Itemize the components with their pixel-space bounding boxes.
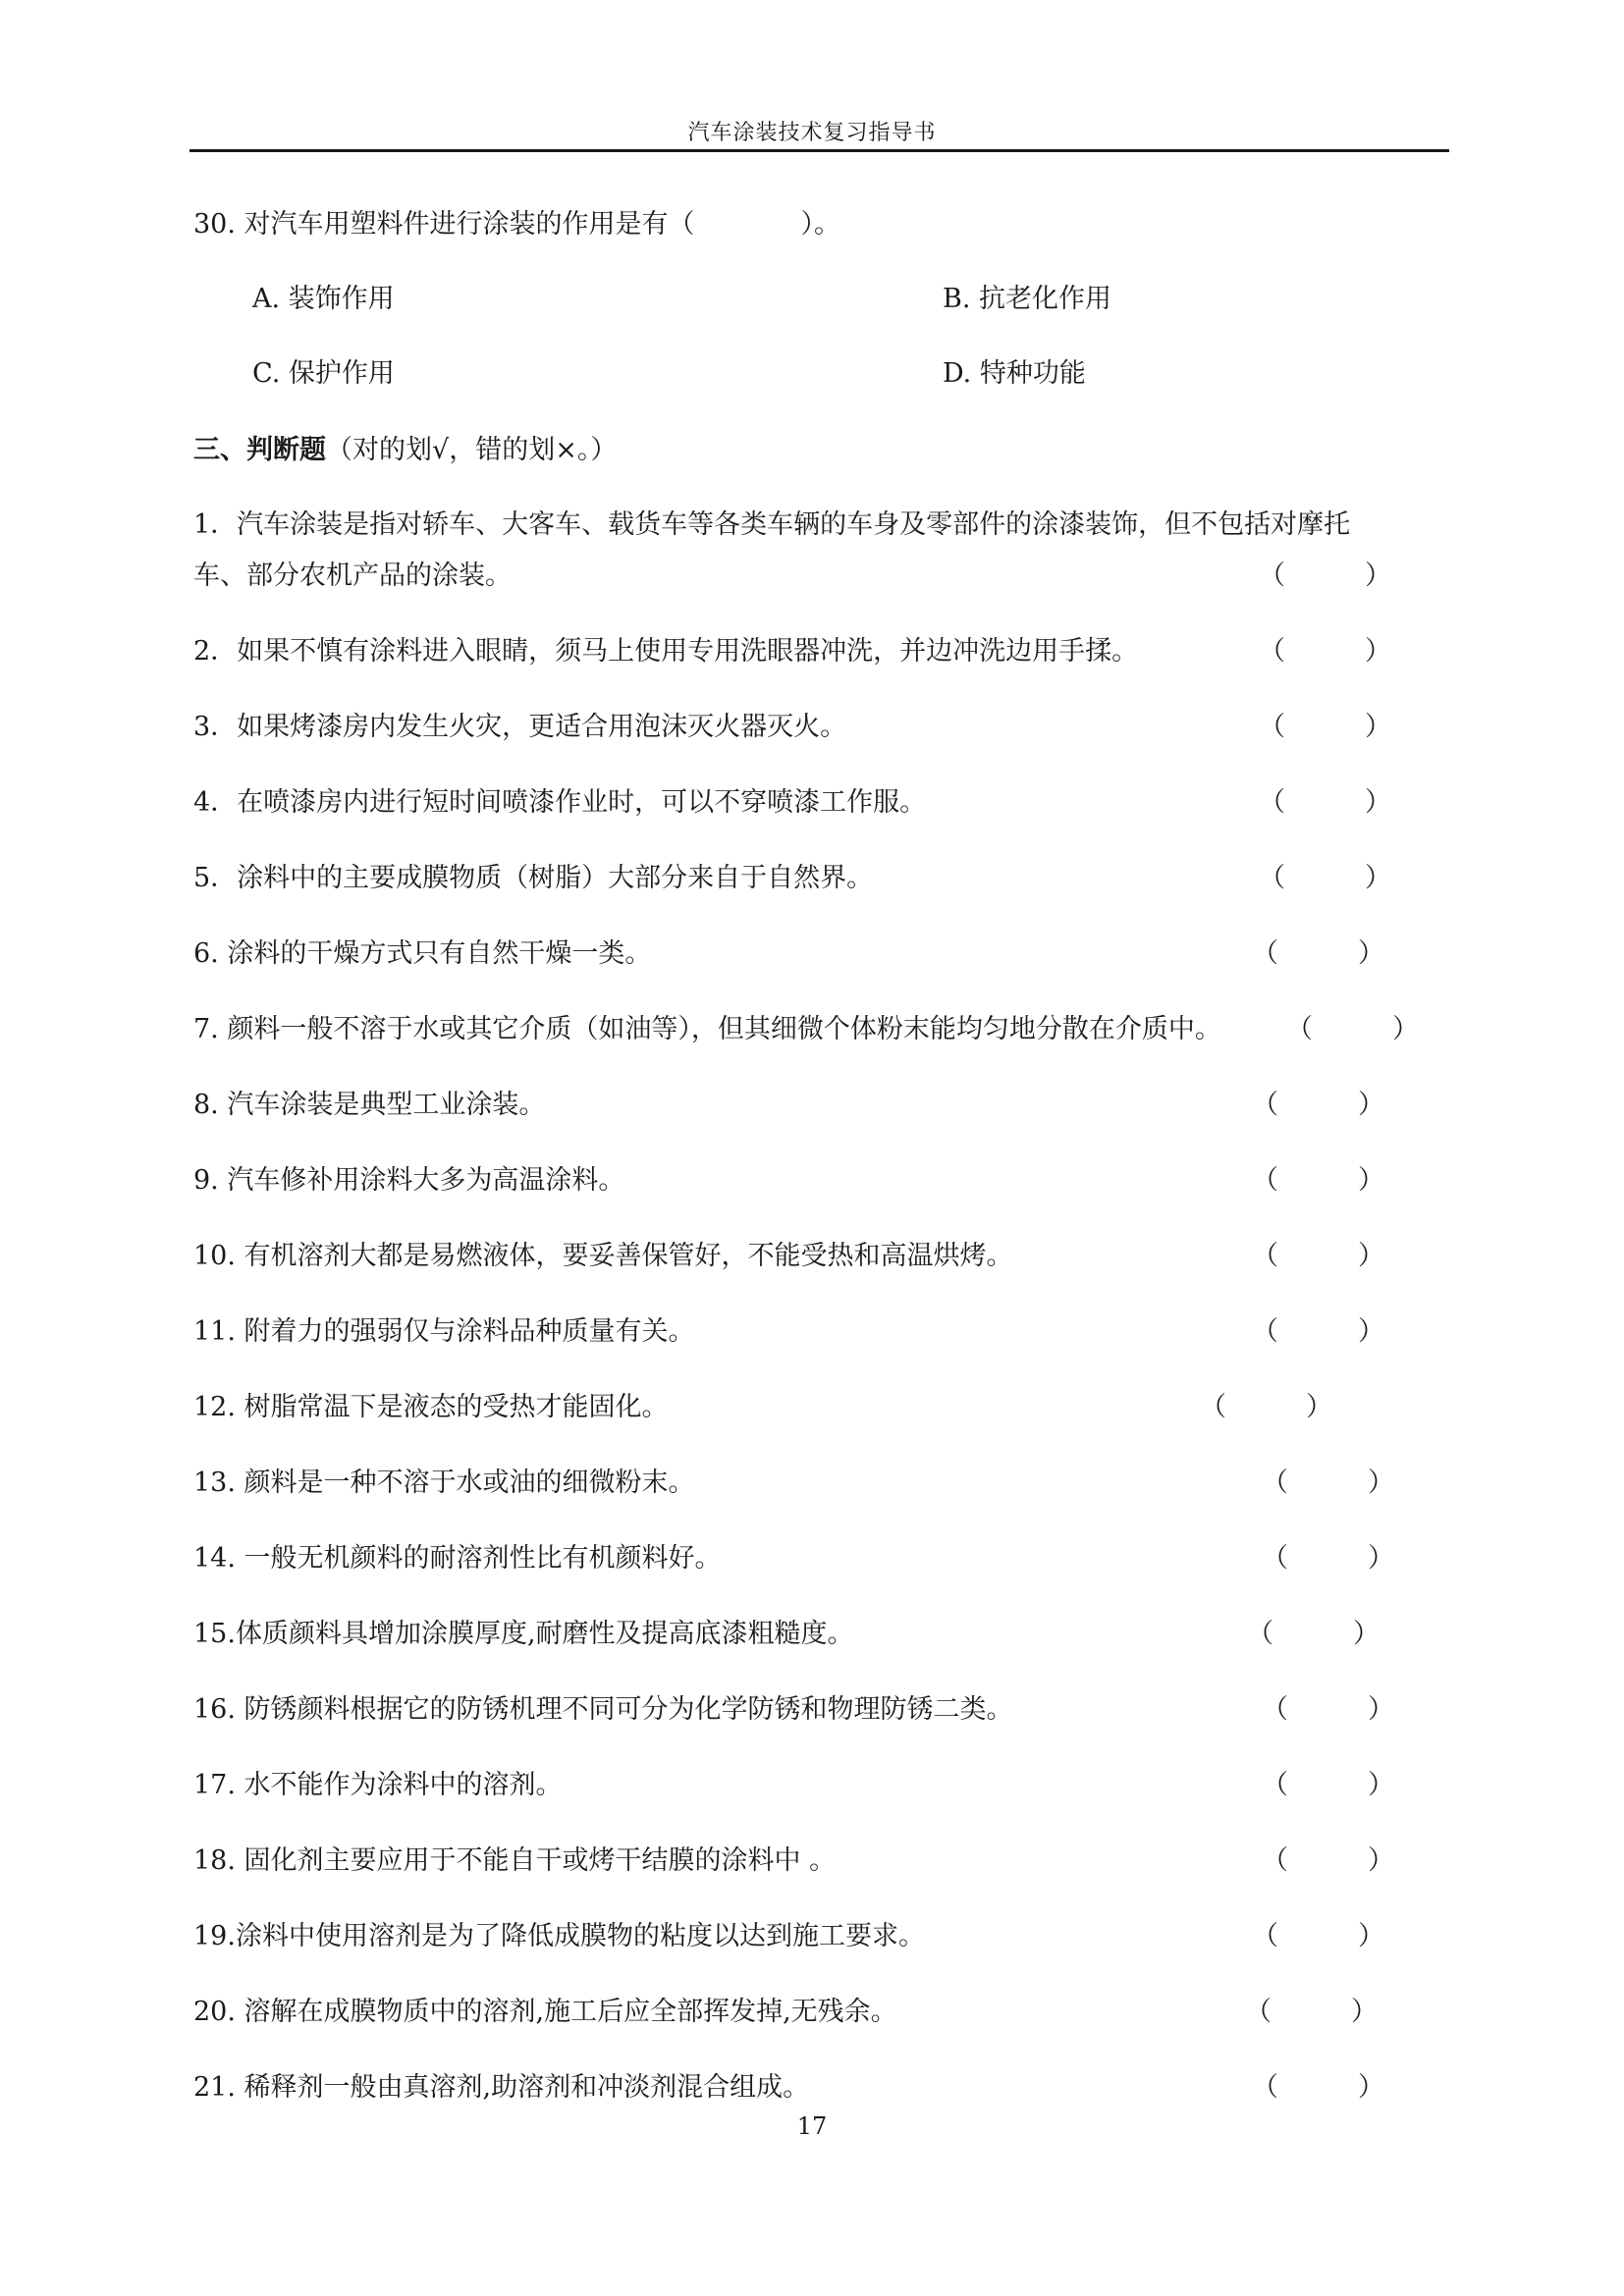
answer-blank[interactable]: （ ）	[1252, 1165, 1384, 1196]
answer-blank[interactable]: （ ）	[1252, 1316, 1384, 1347]
answer-blank[interactable]: （ ）	[1245, 1997, 1378, 2027]
tf-item-21: 21. 稀释剂一般由真溶剂,助溶剂和冲淡剂混合组成。	[193, 2072, 810, 2103]
running-header: 汽车涂装技术复习指导书	[687, 121, 937, 145]
tf-item-10: 10. 有机溶剂大都是易燃液体，要妥善保管好，不能受热和高温烘烤。	[193, 1241, 1013, 1271]
answer-blank[interactable]: （ ）	[1262, 1694, 1394, 1725]
answer-blank[interactable]: （ ）	[1262, 1543, 1394, 1574]
tf-item-2: 2．如果不慎有涂料进入眼睛，须马上使用专用洗眼器冲洗，并边冲洗边用手揉。	[193, 636, 1139, 667]
tf-item-11: 11. 附着力的强弱仅与涂料品种质量有关。	[193, 1316, 695, 1347]
q30-stem: 30. 对汽车用塑料件进行涂装的作用是有（ ）。	[193, 209, 841, 240]
section-title: 三、判断题	[193, 435, 326, 465]
page-number: 17	[796, 2112, 828, 2140]
tf-item-5: 5．涂料中的主要成膜物质（树脂）大部分来自于自然界。	[193, 863, 874, 893]
answer-blank[interactable]: （ ）	[1259, 787, 1391, 818]
tf-item-20: 20. 溶解在成膜物质中的溶剂,施工后应全部挥发掉,无残余。	[193, 1997, 897, 2027]
tf-item-1-line2: 车、部分农机产品的涂装。	[193, 561, 512, 591]
answer-blank[interactable]: （ ）	[1259, 561, 1391, 591]
tf-item-4: 4．在喷漆房内进行短时间喷漆作业时，可以不穿喷漆工作服。	[193, 787, 927, 818]
tf-item-19: 19.涂料中使用溶剂是为了降低成膜物的粘度以达到施工要求。	[193, 1921, 925, 1951]
tf-item-15: 15.体质颜料具增加涂膜厚度,耐磨性及提高底漆粗糙度。	[193, 1619, 854, 1649]
answer-blank[interactable]: （ ）	[1252, 1921, 1384, 1951]
tf-item-7: 7. 颜料一般不溶于水或其它介质（如油等），但其细微个体粉末能均匀地分散在介质中。	[193, 1014, 1221, 1044]
answer-blank[interactable]: （ ）	[1247, 1619, 1380, 1649]
answer-blank[interactable]: （ ）	[1259, 863, 1391, 893]
tf-item-14: 14. 一般无机颜料的耐溶剂性比有机颜料好。	[193, 1543, 722, 1574]
tf-item-12: 12. 树脂常温下是液态的受热才能固化。	[193, 1392, 669, 1422]
tf-item-3: 3．如果烤漆房内发生火灾，更适合用泡沫灭火器灭火。	[193, 712, 847, 742]
answer-blank[interactable]: （ ）	[1259, 636, 1391, 667]
header-rule	[189, 149, 1449, 152]
answer-blank[interactable]: （ ）	[1259, 712, 1391, 742]
answer-blank[interactable]: （ ）	[1252, 2072, 1384, 2103]
tf-item-8: 8. 汽车涂装是典型工业涂装。	[193, 1090, 546, 1120]
q30-option-c: C. 保护作用	[252, 358, 395, 389]
q30-option-b: B. 抗老化作用	[943, 284, 1112, 314]
q30-option-a: A. 装饰作用	[252, 284, 395, 314]
section-note: （对的划√，错的划×。）	[326, 435, 618, 465]
answer-blank[interactable]: （ ）	[1286, 1014, 1419, 1044]
q30-option-d: D. 特种功能	[943, 358, 1086, 389]
answer-blank[interactable]: （ ）	[1252, 1241, 1384, 1271]
section-heading	[193, 434, 617, 467]
tf-item-18: 18. 固化剂主要应用于不能自干或烤干结膜的涂料中 。	[193, 1845, 837, 1876]
tf-item-1-line1: 1．汽车涂装是指对轿车、大客车、载货车等各类车辆的车身及零部件的涂漆装饰，但不包括对摩托	[193, 509, 1351, 540]
answer-blank[interactable]: （ ）	[1262, 1770, 1394, 1800]
tf-item-17: 17. 水不能作为涂料中的溶剂。	[193, 1770, 563, 1800]
answer-blank[interactable]: （ ）	[1252, 938, 1384, 969]
answer-blank[interactable]: （ ）	[1252, 1090, 1384, 1120]
tf-item-9: 9. 汽车修补用涂料大多为高温涂料。	[193, 1165, 625, 1196]
answer-blank[interactable]: （ ）	[1262, 1845, 1394, 1876]
tf-item-6: 6. 涂料的干燥方式只有自然干燥一类。	[193, 938, 652, 969]
answer-blank[interactable]: （ ）	[1200, 1392, 1332, 1422]
answer-blank[interactable]: （ ）	[1262, 1468, 1394, 1498]
tf-item-16: 16. 防锈颜料根据它的防锈机理不同可分为化学防锈和物理防锈二类。	[193, 1694, 1013, 1725]
tf-item-13: 13. 颜料是一种不溶于水或油的细微粉末。	[193, 1468, 695, 1498]
